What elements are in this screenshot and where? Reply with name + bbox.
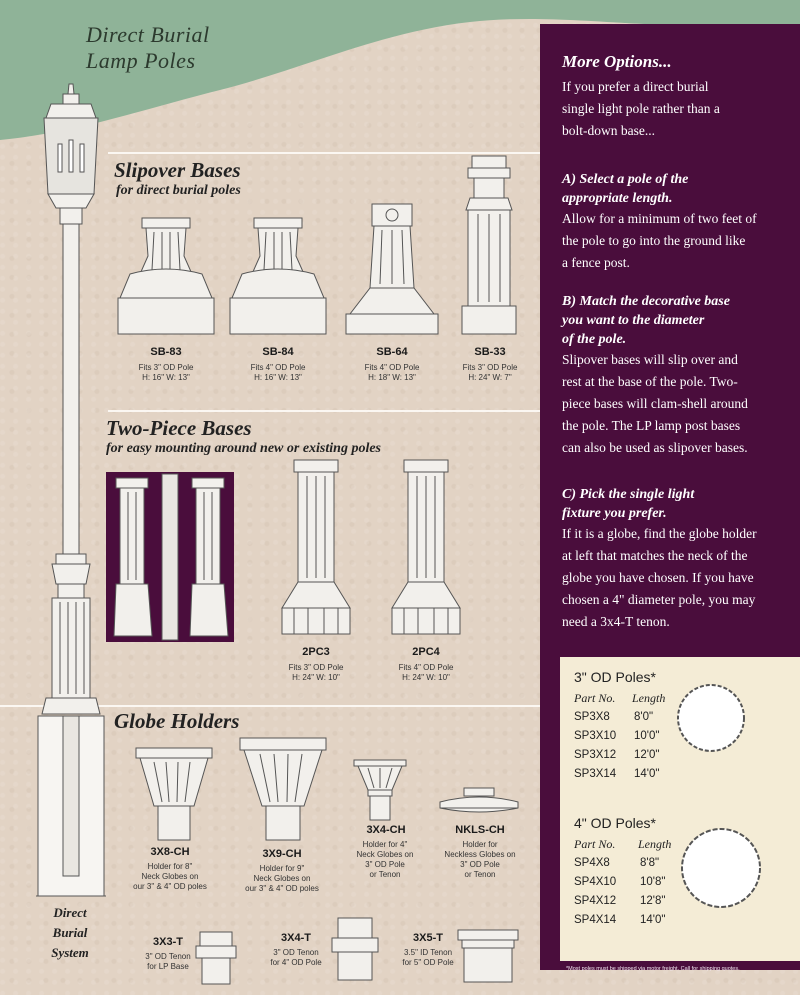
product-desc-3x8ch: Holder for 8" Neck Globes on our 3" & 4" OD poles [133, 862, 207, 891]
slipover-section-subtitle: for direct burial poles [116, 183, 241, 198]
pole-part-no: SP4X10 [574, 876, 617, 888]
slipover-base-sb83-image [116, 216, 216, 336]
globe-holder-nklsch-image [436, 786, 522, 822]
product-code-sb84: SB-84 [262, 346, 294, 358]
globe-section-title: Globe Holders [114, 709, 240, 733]
product-code-3x5t: 3X5-T [413, 932, 443, 944]
product-desc-3x5t: 3.5" ID Tenon for 5" OD Pole [402, 948, 454, 967]
pole-length: 8'8" [640, 857, 660, 869]
pole-part-no: SP3X10 [574, 730, 617, 742]
product-code-sb64: SB-64 [376, 346, 408, 358]
product-desc-3x9ch: Holder for 9" Neck Globes on our 3" & 4" OD poles [245, 864, 319, 893]
slipover-base-sb64-image [344, 202, 440, 336]
page-title: Direct Burial Lamp Poles [86, 22, 210, 73]
tenon-3x3t-image [194, 930, 238, 986]
product-desc-nklsch: Holder for Neckless Globes on 3" OD Pole or Tenon [444, 840, 516, 879]
col-length: Length [638, 837, 672, 851]
pole-size-chart [560, 657, 800, 961]
product-desc-sb33: Fits 3" OD Pole H: 24" W: 7" [462, 363, 518, 382]
step-c-title: C) Pick the single light fixture you prefer. [562, 487, 695, 521]
slipover-base-sb33-image [458, 154, 520, 336]
twopiece-section-title: Two-Piece Bases [106, 416, 252, 440]
product-desc-3x4ch: Holder for 4" Neck Globes on 3" OD Pole or Tenon [356, 840, 414, 879]
pole-length: 14'0" [640, 914, 666, 926]
pole-length: 12'0" [634, 749, 660, 761]
pole-part-no: SP3X12 [574, 749, 617, 761]
globe-holder-3x4ch-image [352, 758, 408, 822]
pole-cross-section-3in-icon [674, 681, 748, 755]
tenon-3x4t-image [330, 916, 380, 982]
more-options-heading: More Options... [562, 52, 672, 71]
pole-part-no: SP4X14 [574, 914, 617, 926]
product-code-3x8ch: 3X8-CH [150, 846, 190, 858]
product-desc-3x4t: 3" OD Tenon for 4" OD Pole [270, 948, 322, 967]
pole-length: 10'8" [640, 876, 666, 888]
slipover-section-title: Slipover Bases [114, 158, 241, 182]
col-length: Length [632, 691, 666, 705]
product-code-sb83: SB-83 [150, 346, 182, 358]
product-desc-sb84: Fits 4" OD Pole H: 16" W: 13" [250, 363, 306, 382]
pole-cross-section-4in-icon [678, 825, 764, 911]
pole-length: 8'0" [634, 711, 654, 723]
pole-group-4in-heading: 4" OD Poles* [574, 815, 657, 831]
more-options-intro: If you prefer a direct burial single light pole rather than a bolt-down base... [562, 79, 720, 138]
product-desc-sb64: Fits 4" OD Pole H: 18" W: 13" [364, 363, 420, 382]
pole-part-no: SP4X8 [574, 857, 610, 869]
product-desc-2pc4: Fits 4" OD Pole H: 24" W: 10" [398, 663, 454, 682]
product-code-3x4ch: 3X4-CH [366, 824, 406, 836]
pole-length: 14'0" [634, 768, 660, 780]
product-code-3x4t: 3X4-T [281, 932, 311, 944]
step-b-title: B) Match the decorative base you want to the diameter of the pole. [562, 294, 730, 347]
product-code-sb33: SB-33 [474, 346, 506, 358]
pole-group-3in-heading: 3" OD Poles* [574, 669, 657, 685]
direct-burial-system-label: Direct Burial System [51, 905, 89, 960]
tenon-3x5t-image [456, 928, 520, 984]
globe-holder-3x8ch-image [134, 746, 214, 842]
product-desc-3x3t: 3" OD Tenon for LP Base [145, 952, 191, 971]
col-part-no: Part No. [574, 691, 616, 705]
product-code-3x3t: 3X3-T [153, 936, 183, 948]
product-desc-2pc3: Fits 3" OD Pole H: 24" W: 10" [288, 663, 344, 682]
pole-part-no: SP3X8 [574, 711, 610, 723]
twopiece-base-2pc3-image [280, 458, 352, 638]
twopiece-section-subtitle: for easy mounting around new or existing poles [106, 441, 381, 456]
product-code-2pc4: 2PC4 [412, 646, 440, 658]
product-code-nklsch: NKLS-CH [455, 824, 505, 836]
twopiece-base-2pc4-image [390, 458, 462, 638]
twopiece-base-open-image [106, 472, 234, 642]
step-a-title: A) Select a pole of the appropriate length. [562, 172, 689, 206]
step-c-body: If it is a globe, find the globe holder at left that matches the neck of the globe you have chosen. If you have chosen a 4" diameter pole, you may need a 3x4-T tenon. [562, 526, 757, 629]
shipping-footnote: *Most poles must be shipped via motor freight. Call for shipping quotes. [566, 966, 740, 972]
product-code-2pc3: 2PC3 [302, 646, 330, 658]
pole-length: 10'0" [634, 730, 660, 742]
step-b-body: Slipover bases will slip over and rest at the base of the pole. Two- piece bases will clam-shell around the pole. The LP lamp post bases can also be used as slipover bases. [562, 352, 748, 455]
pole-part-no: SP4X12 [574, 895, 617, 907]
slipover-base-sb84-image [228, 216, 328, 336]
pole-length: 12'8" [640, 895, 666, 907]
product-desc-sb83: Fits 3" OD Pole H: 16" W: 13" [138, 363, 194, 382]
pole-part-no: SP3X14 [574, 768, 617, 780]
col-part-no: Part No. [574, 837, 616, 851]
step-a-body: Allow for a minimum of two feet of the pole to go into the ground like a fence post. [562, 211, 757, 270]
globe-holder-3x9ch-image [238, 736, 328, 842]
product-code-3x9ch: 3X9-CH [262, 848, 302, 860]
divider-twopiece [108, 410, 540, 412]
